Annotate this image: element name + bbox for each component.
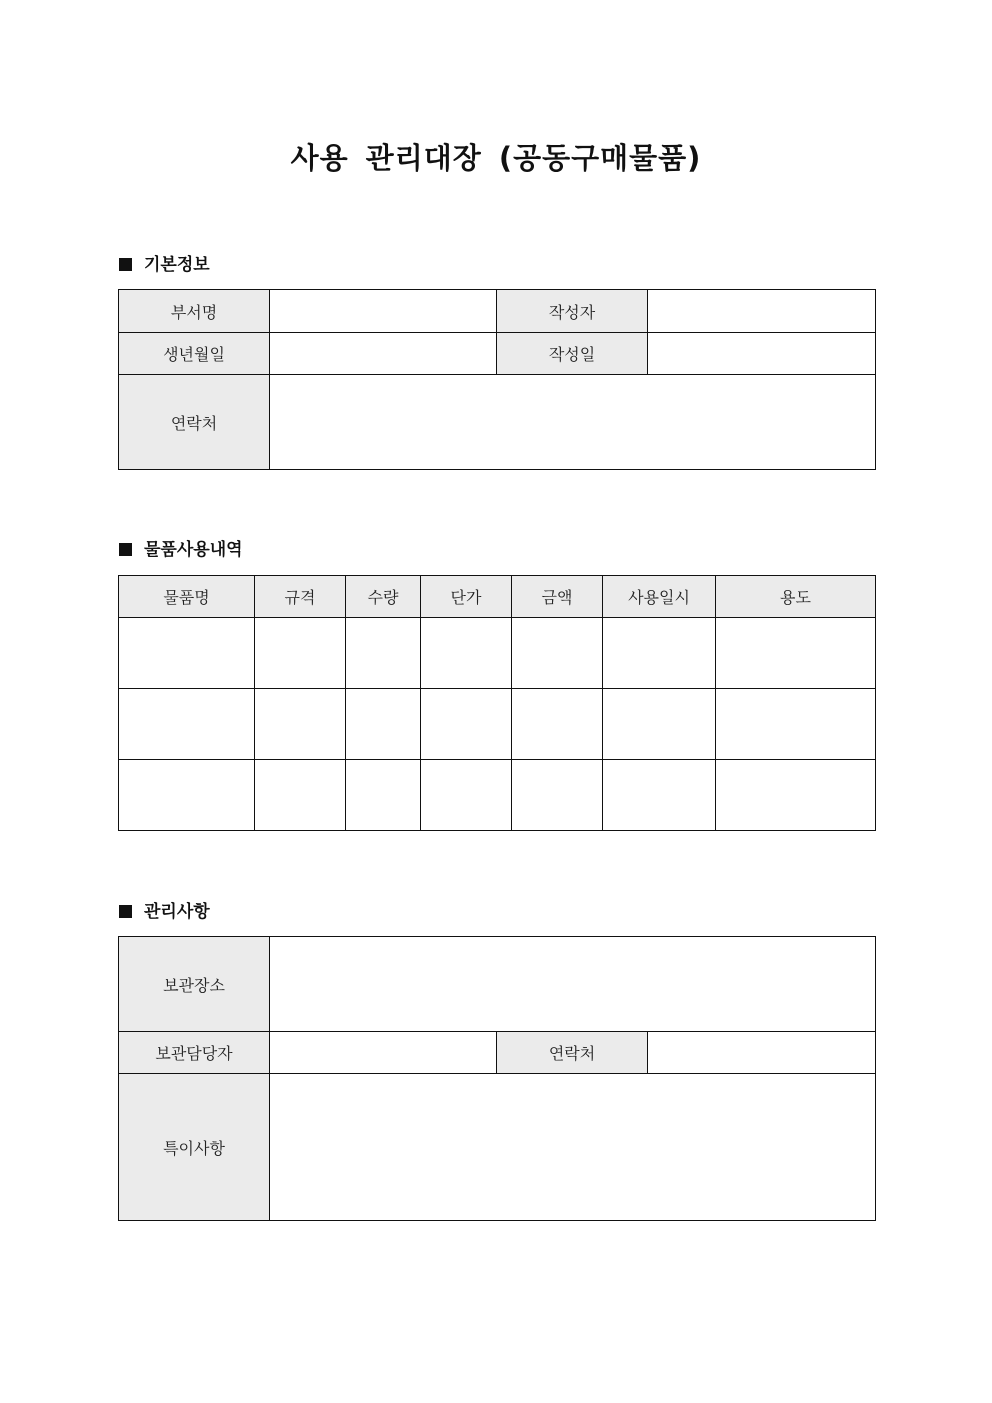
written-date-field[interactable] bbox=[648, 333, 876, 375]
manager-contact-label: 연락처 bbox=[497, 1032, 648, 1074]
table-cell[interactable] bbox=[421, 689, 512, 760]
contact-field[interactable] bbox=[270, 375, 876, 470]
written-date-label: 작성일 bbox=[497, 333, 648, 375]
square-bullet-icon bbox=[119, 258, 132, 271]
birthdate-field[interactable] bbox=[270, 333, 497, 375]
table-row bbox=[119, 618, 876, 689]
table-cell[interactable] bbox=[512, 689, 603, 760]
table-row bbox=[119, 760, 876, 831]
storage-manager-label: 보관담당자 bbox=[119, 1032, 270, 1074]
table-cell[interactable] bbox=[421, 760, 512, 831]
table-cell[interactable] bbox=[603, 689, 716, 760]
column-header-amount: 금액 bbox=[512, 576, 603, 618]
remarks-field[interactable] bbox=[270, 1074, 876, 1221]
manager-contact-field[interactable] bbox=[648, 1032, 876, 1074]
table-cell[interactable] bbox=[603, 760, 716, 831]
storage-location-label: 보관장소 bbox=[119, 937, 270, 1032]
author-label: 작성자 bbox=[497, 290, 648, 333]
table-cell[interactable] bbox=[255, 618, 346, 689]
column-header-spec: 규격 bbox=[255, 576, 346, 618]
table-cell[interactable] bbox=[255, 760, 346, 831]
department-field[interactable] bbox=[270, 290, 497, 333]
management-table bbox=[118, 936, 876, 1221]
section-heading-usage bbox=[119, 539, 243, 561]
table-cell[interactable] bbox=[119, 689, 255, 760]
author-field[interactable] bbox=[648, 290, 876, 333]
page-title: 사용 관리대장 (공동구매물품) bbox=[290, 141, 702, 175]
table-cell[interactable] bbox=[603, 618, 716, 689]
table-row bbox=[119, 689, 876, 760]
table-cell[interactable] bbox=[512, 760, 603, 831]
column-header-unit-price: 단가 bbox=[421, 576, 512, 618]
table-cell[interactable] bbox=[346, 689, 421, 760]
usage-table bbox=[118, 575, 876, 831]
table-cell[interactable] bbox=[421, 618, 512, 689]
table-cell[interactable] bbox=[716, 760, 876, 831]
table-cell[interactable] bbox=[716, 618, 876, 689]
section-heading-usage-text: 물품사용내역 bbox=[144, 540, 243, 560]
square-bullet-icon bbox=[119, 543, 132, 556]
section-heading-management-text: 관리사항 bbox=[144, 902, 210, 922]
table-cell[interactable] bbox=[119, 618, 255, 689]
storage-manager-field[interactable] bbox=[270, 1032, 497, 1074]
table-cell[interactable] bbox=[512, 618, 603, 689]
storage-location-field[interactable] bbox=[270, 937, 876, 1032]
column-header-usage-datetime: 사용일시 bbox=[603, 576, 716, 618]
table-cell[interactable] bbox=[346, 760, 421, 831]
table-cell[interactable] bbox=[255, 689, 346, 760]
birthdate-label: 생년월일 bbox=[119, 333, 270, 375]
section-heading-basic-text: 기본정보 bbox=[144, 255, 210, 275]
table-cell[interactable] bbox=[716, 689, 876, 760]
department-label: 부서명 bbox=[119, 290, 270, 333]
table-cell[interactable] bbox=[346, 618, 421, 689]
basic-info-table bbox=[118, 289, 876, 470]
section-heading-basic bbox=[119, 254, 210, 276]
section-heading-management bbox=[119, 901, 210, 923]
contact-label: 연락처 bbox=[119, 375, 270, 470]
column-header-purpose: 용도 bbox=[716, 576, 876, 618]
column-header-quantity: 수량 bbox=[346, 576, 421, 618]
square-bullet-icon bbox=[119, 905, 132, 918]
remarks-label: 특이사항 bbox=[119, 1074, 270, 1221]
column-header-item-name: 물품명 bbox=[119, 576, 255, 618]
table-cell[interactable] bbox=[119, 760, 255, 831]
